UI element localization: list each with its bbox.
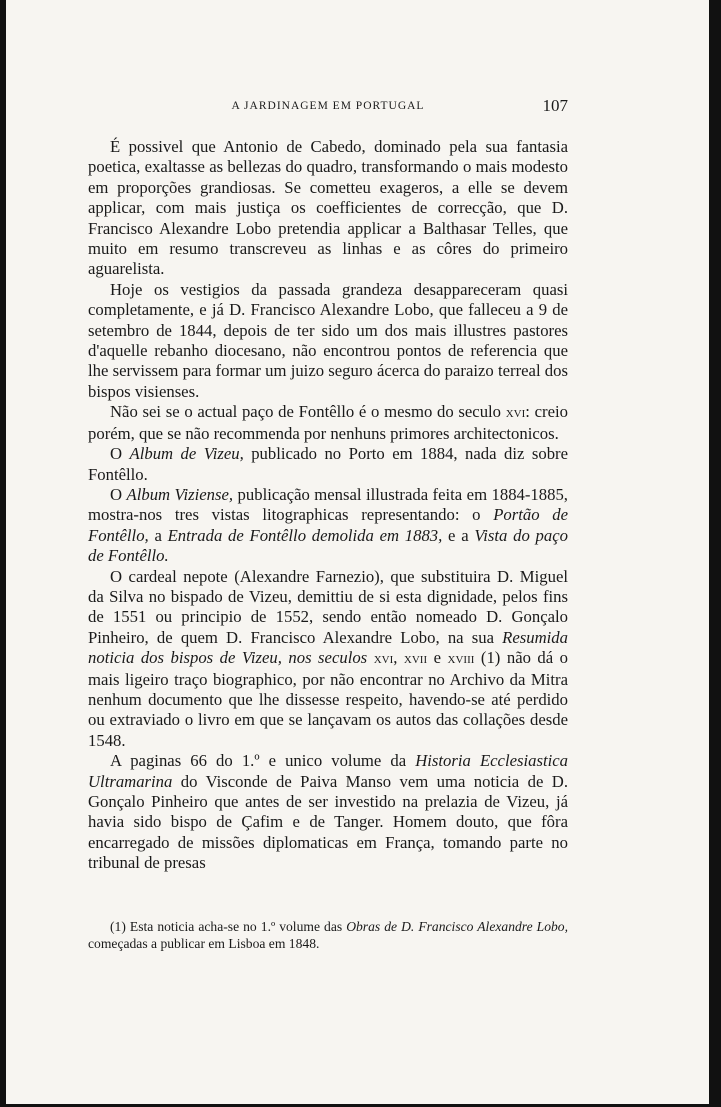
- work-title: Obras de D. Francisco Alexandre Lobo,: [346, 919, 568, 934]
- work-title: Resumida noticia dos bispos de Vizeu, nos seculos: [88, 627, 568, 668]
- running-title: A JARDINAGEM EM PORTUGAL: [231, 100, 425, 112]
- work-title: Album Viziense,: [126, 484, 234, 504]
- paragraph-7: A paginas 66 do 1.º e unico volume da Historia Ecclesiastica Ultramarina do Visconde de Paiva Manso vem uma noticia de D. Gonçalo Pinheiro que antes de ser investido na prelazia de Vizeu, já havia sido bispo de Çafim e de Tanger. Homem douto, que fôra encarregado de missões diplomaticas em França, tomando parte no tribunal de presas: [88, 751, 568, 873]
- illustration-title: Vista do paço de Fontêllo.: [88, 525, 568, 566]
- paragraph-6: O cardeal nepote (Alexandre Farnezio), que substituira D. Miguel da Silva no bispado de Vizeu, demittiu de si esta dignidade, pelos fins de 1551 ou principio de 1552, sendo então nomeado D. Gonçalo Pinheiro, de quem D. Francisco Alexandre Lobo, na sua Resumida noticia dos bispos de Vizeu, nos seculos xvi, xvii e xviii (1) não dá o mais ligeiro traço biographico, por não encontrar no Archivo da Mitra nenhum documento que lhe dissesse respeito, havendo-se até perdido ou extraviado o livro em que se lançavam os autos das collações desde 1548.: [88, 566, 569, 750]
- paragraph-1: É possivel que Antonio de Cabedo, dominado pela sua fantasia poetica, exaltasse as bellezas do quadro, transformando o mais modesto em proporções grandiosas. Se cometteu exageros, a elle se devem applicar, com mais justiça os coefficientes de correcção, que D. Francisco Alexandre Lobo pretendia applicar a Balthasar Telles, que muito em resumo transcreveu as linhas e as côres do primeiro aguarelista.: [88, 137, 568, 279]
- page-number: 107: [542, 96, 568, 115]
- scan-edge-left: [0, 0, 6, 1107]
- work-title: Album de Vizeu,: [129, 444, 244, 464]
- scan-edge-right: [709, 0, 721, 1107]
- page-header: [88, 96, 568, 118]
- paragraph-4: O Album de Vizeu, publicado no Porto em 1884, nada diz sobre Fontêllo.: [88, 444, 568, 484]
- work-title: Historia Ecclesiastica Ultramarina: [88, 751, 568, 791]
- illustration-title: Entrada de Fontêllo demolida em 1883,: [167, 525, 443, 545]
- body-text: [88, 137, 568, 874]
- footnote: (1) Esta noticia acha-se no 1.º volume das Obras de D. Francisco Alexandre Lobo, começadas a publicar em Lisboa em 1848.: [88, 919, 568, 951]
- illustration-title: Portão de Fontêllo,: [88, 505, 569, 545]
- paragraph-2: Hoje os vestigios da passada grandeza desappareceram quasi completamente, e já D. Francisco Alexandre Lobo, que falleceu a 9 de setembro de 1844, depois de ter sido um dos mais illustres pastores d'aquelle rebanho diocesano, não encontrou pontos de referencia que lhe servissem para formar um juizo seguro ácerca do paraizo terreal dos bispos visienses.: [88, 279, 568, 401]
- paragraph-5: O Album Viziense, publicação mensal illustrada feita em 1884-1885, mostra-nos tres vistas litographicas representando: o Portão de Fontêllo, a Entrada de Fontêllo demolida em 1883, e a Vista do paço de Fontêllo.: [88, 484, 569, 566]
- paragraph-3: Não sei se o actual paço de Fontêllo é o mesmo do seculo xvi: creio porém, que se não recommenda por nenhuns primores architectonicos.: [88, 402, 568, 443]
